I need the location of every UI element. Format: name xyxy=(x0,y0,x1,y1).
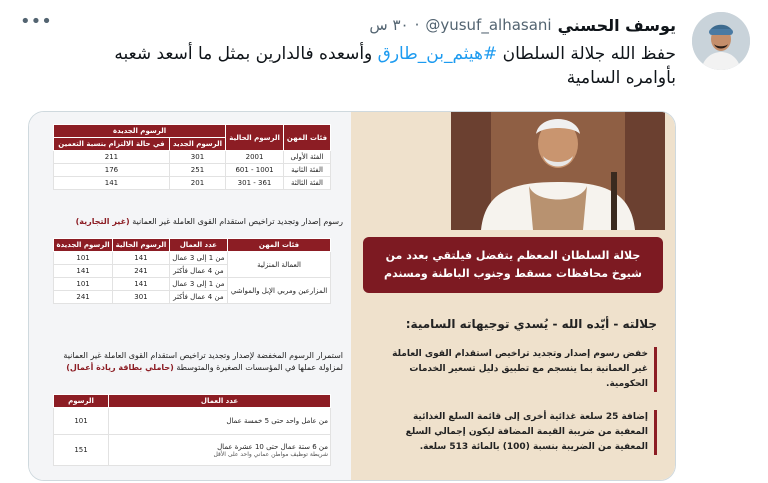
announcement-panel xyxy=(351,112,675,480)
col-current: الرسوم الحالية xyxy=(113,239,170,252)
table-row xyxy=(54,164,331,177)
col-new-sub2: في حالة الالتزام بنسبة التعمين xyxy=(54,138,170,151)
cell: 141 xyxy=(54,177,170,190)
tweet-header xyxy=(369,14,676,36)
col-fee: الرسوم xyxy=(54,395,109,408)
directive-point: إضافة 25 سلعة غذائية أخرى إلى قائمة السلع الغذائية المعفية من ضريبة القيمة المضافة ليكون إجمالي السلع المعفية من الضريبة بنسبة (100) بالمائة 513 سلعة. xyxy=(378,410,657,455)
tweet-text-after: وأسعده فالدارين بمثل ما أسعد شعبه بأوامره السامية xyxy=(114,44,676,88)
directives-heading: جلالته - أيّده الله - يُسدي توجيهاته السامية: xyxy=(405,317,657,331)
table-row xyxy=(54,408,331,435)
tweet-text xyxy=(76,42,676,90)
cell: من عامل واحد حتى 5 خمسة عمال xyxy=(109,408,331,435)
cell: من 1 إلى 3 عمال xyxy=(169,252,227,265)
display-name[interactable]: يوسف الحسني xyxy=(557,15,676,35)
fees-panel xyxy=(29,112,351,480)
sultan-photo xyxy=(451,112,665,230)
cell: من 1 إلى 3 عمال xyxy=(169,278,227,291)
cell: 301 xyxy=(113,291,170,304)
cell: 101 xyxy=(54,408,109,435)
section3-title-text: استمرار الرسوم المخفضة لإصدار وتجديد تراخيص استقدام القوى العاملة غير العمانية لمزاولة عملها في المؤسسات الصغيرة والمتوسطة xyxy=(63,351,343,372)
cell: 101 xyxy=(54,252,113,265)
tweet-timestamp[interactable]: ٣٠ س xyxy=(369,16,409,34)
separator: · xyxy=(414,16,420,34)
cell: 1001 - 601 xyxy=(226,164,284,177)
cell: من 4 عمال فأكثر xyxy=(169,265,227,278)
col-workers: عدد العمال xyxy=(109,395,331,408)
cell-note: شريطة توظيف مواطن عماني واحد على الأقل xyxy=(213,450,328,458)
tweet-media-image[interactable] xyxy=(28,111,676,481)
hashtag-link[interactable]: #هيثم_بن_طارق xyxy=(377,44,498,64)
announcement-banner: جلالة السلطان المعظم يتفضل فيلتقي بعدد من شيوخ محافظات مسقط وجنوب الباطنة ومسندم xyxy=(363,237,663,293)
cell: 241 xyxy=(54,291,113,304)
cell: 2001 xyxy=(226,151,284,164)
section3-title-highlight: (حاملي بطاقة ريادة أعمال) xyxy=(66,363,174,372)
table-row xyxy=(54,151,331,164)
cell: 151 xyxy=(54,435,109,466)
cell-main: من 6 ستة عمال حتى 10 عشرة عمال xyxy=(217,442,328,451)
avatar-image xyxy=(692,12,750,70)
table-row xyxy=(54,278,331,291)
cell: 301 xyxy=(169,151,225,164)
section2-title-text: رسوم إصدار وتجديد تراخيص استقدام القوى العاملة غير العمانية xyxy=(132,217,343,226)
col-workers: عدد العمال xyxy=(169,239,227,252)
cell: 201 xyxy=(169,177,225,190)
cell: 141 xyxy=(113,278,170,291)
cell: 141 xyxy=(113,252,170,265)
fees-table-sme xyxy=(53,394,331,466)
cell: 176 xyxy=(54,164,170,177)
col-category: فئات المهن xyxy=(283,125,330,151)
cell: الفئة الثانية xyxy=(283,164,330,177)
fees-table-commercial xyxy=(53,124,331,190)
section2-title-highlight: (غير التجارية) xyxy=(75,217,130,226)
col-category: فئات المهن xyxy=(227,239,330,252)
cell: المزارعين ومربي الإبل والمواشي xyxy=(227,278,330,304)
cell: العمالة المنزلية xyxy=(227,252,330,278)
more-options-icon[interactable]: ••• xyxy=(20,11,52,32)
cell xyxy=(109,435,331,466)
cell: الفئة الثالثة xyxy=(283,177,330,190)
cell: 361 - 301 xyxy=(226,177,284,190)
cell: من 4 عمال فأكثر xyxy=(169,291,227,304)
col-current: الرسوم الحالية xyxy=(226,125,284,151)
table-row xyxy=(54,177,331,190)
col-new-sub1: الرسوم الجديد xyxy=(169,138,225,151)
section2-title xyxy=(43,216,343,228)
cell: 241 xyxy=(113,265,170,278)
section3-title xyxy=(43,350,343,374)
col-new: الرسوم الجديدة xyxy=(54,239,113,252)
cell: 251 xyxy=(169,164,225,177)
user-handle[interactable]: @yusuf_alhasani xyxy=(425,16,552,34)
sultan-photo-image xyxy=(451,112,665,230)
cell: 101 xyxy=(54,278,113,291)
cell: الفئة الأولى xyxy=(283,151,330,164)
tweet-text-before: حفظ الله جلالة السلطان xyxy=(497,44,676,64)
fees-table-noncommercial xyxy=(53,238,331,304)
cell: 141 xyxy=(54,265,113,278)
table-row xyxy=(54,435,331,466)
table-row xyxy=(54,252,331,265)
col-new: الرسوم الجديدة xyxy=(54,125,226,138)
cell: 211 xyxy=(54,151,170,164)
directive-point: خفض رسوم إصدار وتجديد تراخيص استقدام القوى العاملة غير العمانية بما ينسجم مع تطبيق دليل تسعير الخدمات الحكومية. xyxy=(378,347,657,392)
avatar[interactable] xyxy=(692,12,750,70)
